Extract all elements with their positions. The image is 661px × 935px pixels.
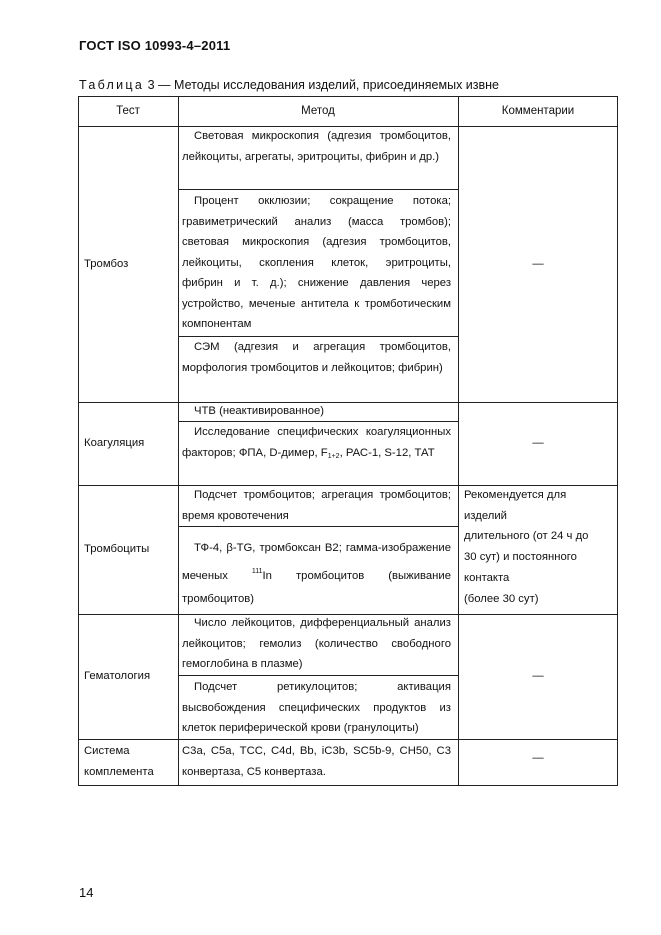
comment-line: 30 сут) и постоянного xyxy=(464,551,577,564)
table-border-left xyxy=(78,96,79,786)
test-cell-platelets xyxy=(84,485,174,614)
factor-symbol: F xyxy=(320,446,328,459)
comment-line: (более 30 сут) xyxy=(464,592,539,605)
table-caption-text: — Методы исследования изделий, присоединяемых извне xyxy=(158,78,500,92)
method-divider xyxy=(178,526,458,527)
method-cell: Процент окклюзии; сокращение потока; гравиметрический анализ (масса тромбов); световая микроскопия (адгезия тромбоцитов, лейкоциты, скопления клеток, эритроциты, фибрин и т. д.); снижение давления через устройство, меченые антитела к тромботическим компонентам xyxy=(182,195,451,330)
column-header-comments: Комментарии xyxy=(501,105,575,117)
test-cell-complement xyxy=(84,739,174,787)
empty-comment-dash: — xyxy=(532,437,544,450)
test-cell-hematology xyxy=(84,614,174,739)
method-cell: С3а, С5а, ТСС, С4d, Bb, iC3b, SC5b-9, СН50, С3 конвертаза, С5 конвертаза. xyxy=(182,745,451,778)
method-cell: Подсчет ретикулоцитов; активация высвобождения специфических продуктов из клеток периферической крови (гранулоциты) xyxy=(182,681,451,734)
comment-line: изделий xyxy=(464,509,507,522)
test-label: Коагуляция xyxy=(84,437,145,450)
comment-line: Рекомендуется для xyxy=(464,489,567,501)
method-cell xyxy=(182,422,451,467)
comment-cell xyxy=(458,614,618,739)
method-text-rest: In тромбоцитов (выживание тромбоцитов) xyxy=(182,570,451,605)
methods-table xyxy=(78,96,618,786)
method-cell: Подсчет тромбоцитов; агрегация тромбоцитов; время кровотечения xyxy=(182,489,451,522)
comment-cell xyxy=(458,402,618,485)
test-cell-coagulation xyxy=(84,402,174,485)
factor-subscript: 1+2 xyxy=(327,452,340,460)
empty-comment-dash: — xyxy=(532,670,544,683)
column-header-method: Метод xyxy=(301,105,335,117)
isotope-superscript: 111 xyxy=(251,568,263,575)
method-divider xyxy=(178,675,458,676)
test-label: Система xyxy=(84,745,130,757)
table-caption-word: Таблица xyxy=(79,78,145,92)
method-cell xyxy=(182,537,451,611)
test-cell-thrombosis xyxy=(84,126,174,402)
column-divider xyxy=(178,96,179,786)
method-text: ТФ-4, β-TG, тромбоксан В2; гамма-изображение меченых xyxy=(182,542,451,582)
comment-cell xyxy=(458,739,618,777)
method-cell: СЭМ (адгезия и агрегация тромбоцитов, морфология тромбоцитов и лейкоцитов; фибрин) xyxy=(182,341,451,374)
test-label: Гематология xyxy=(84,670,151,683)
page-number: 14 xyxy=(79,885,94,900)
empty-comment-dash: — xyxy=(532,257,544,270)
comment-recommendation xyxy=(464,485,614,609)
test-label: Тромбоз xyxy=(84,257,129,270)
method-text-rest: , РАС-1, S-12, ТАТ xyxy=(339,446,435,459)
method-cell: Световая микроскопия (адгезия тромбоцитов, лейкоциты, агрегаты, эритроциты, фибрин и др.) xyxy=(182,130,451,163)
document-header: ГОСТ ISO 10993-4–2011 xyxy=(79,38,231,53)
method-text: Исследование специфических коагуляционных факторов; ФПА, D-димер, xyxy=(182,426,451,459)
comment-line: длительного (от 24 ч до xyxy=(464,530,589,543)
column-header-test: Тест xyxy=(116,105,140,117)
table-caption-number: 3 xyxy=(147,78,155,92)
comment-cell xyxy=(458,126,618,402)
table-caption xyxy=(79,78,499,92)
method-divider xyxy=(178,189,458,190)
empty-comment-dash: — xyxy=(532,751,544,764)
test-label: Тромбоциты xyxy=(84,543,150,556)
comment-line: контакта xyxy=(464,571,510,584)
method-cell: Число лейкоцитов, дифференциальный анализ лейкоцитов; гемолиз (количество свободного гемоглобина в плазме) xyxy=(182,617,451,670)
method-cell: ЧТВ (неактивированное) xyxy=(194,405,325,417)
test-label: комплемента xyxy=(84,765,154,778)
